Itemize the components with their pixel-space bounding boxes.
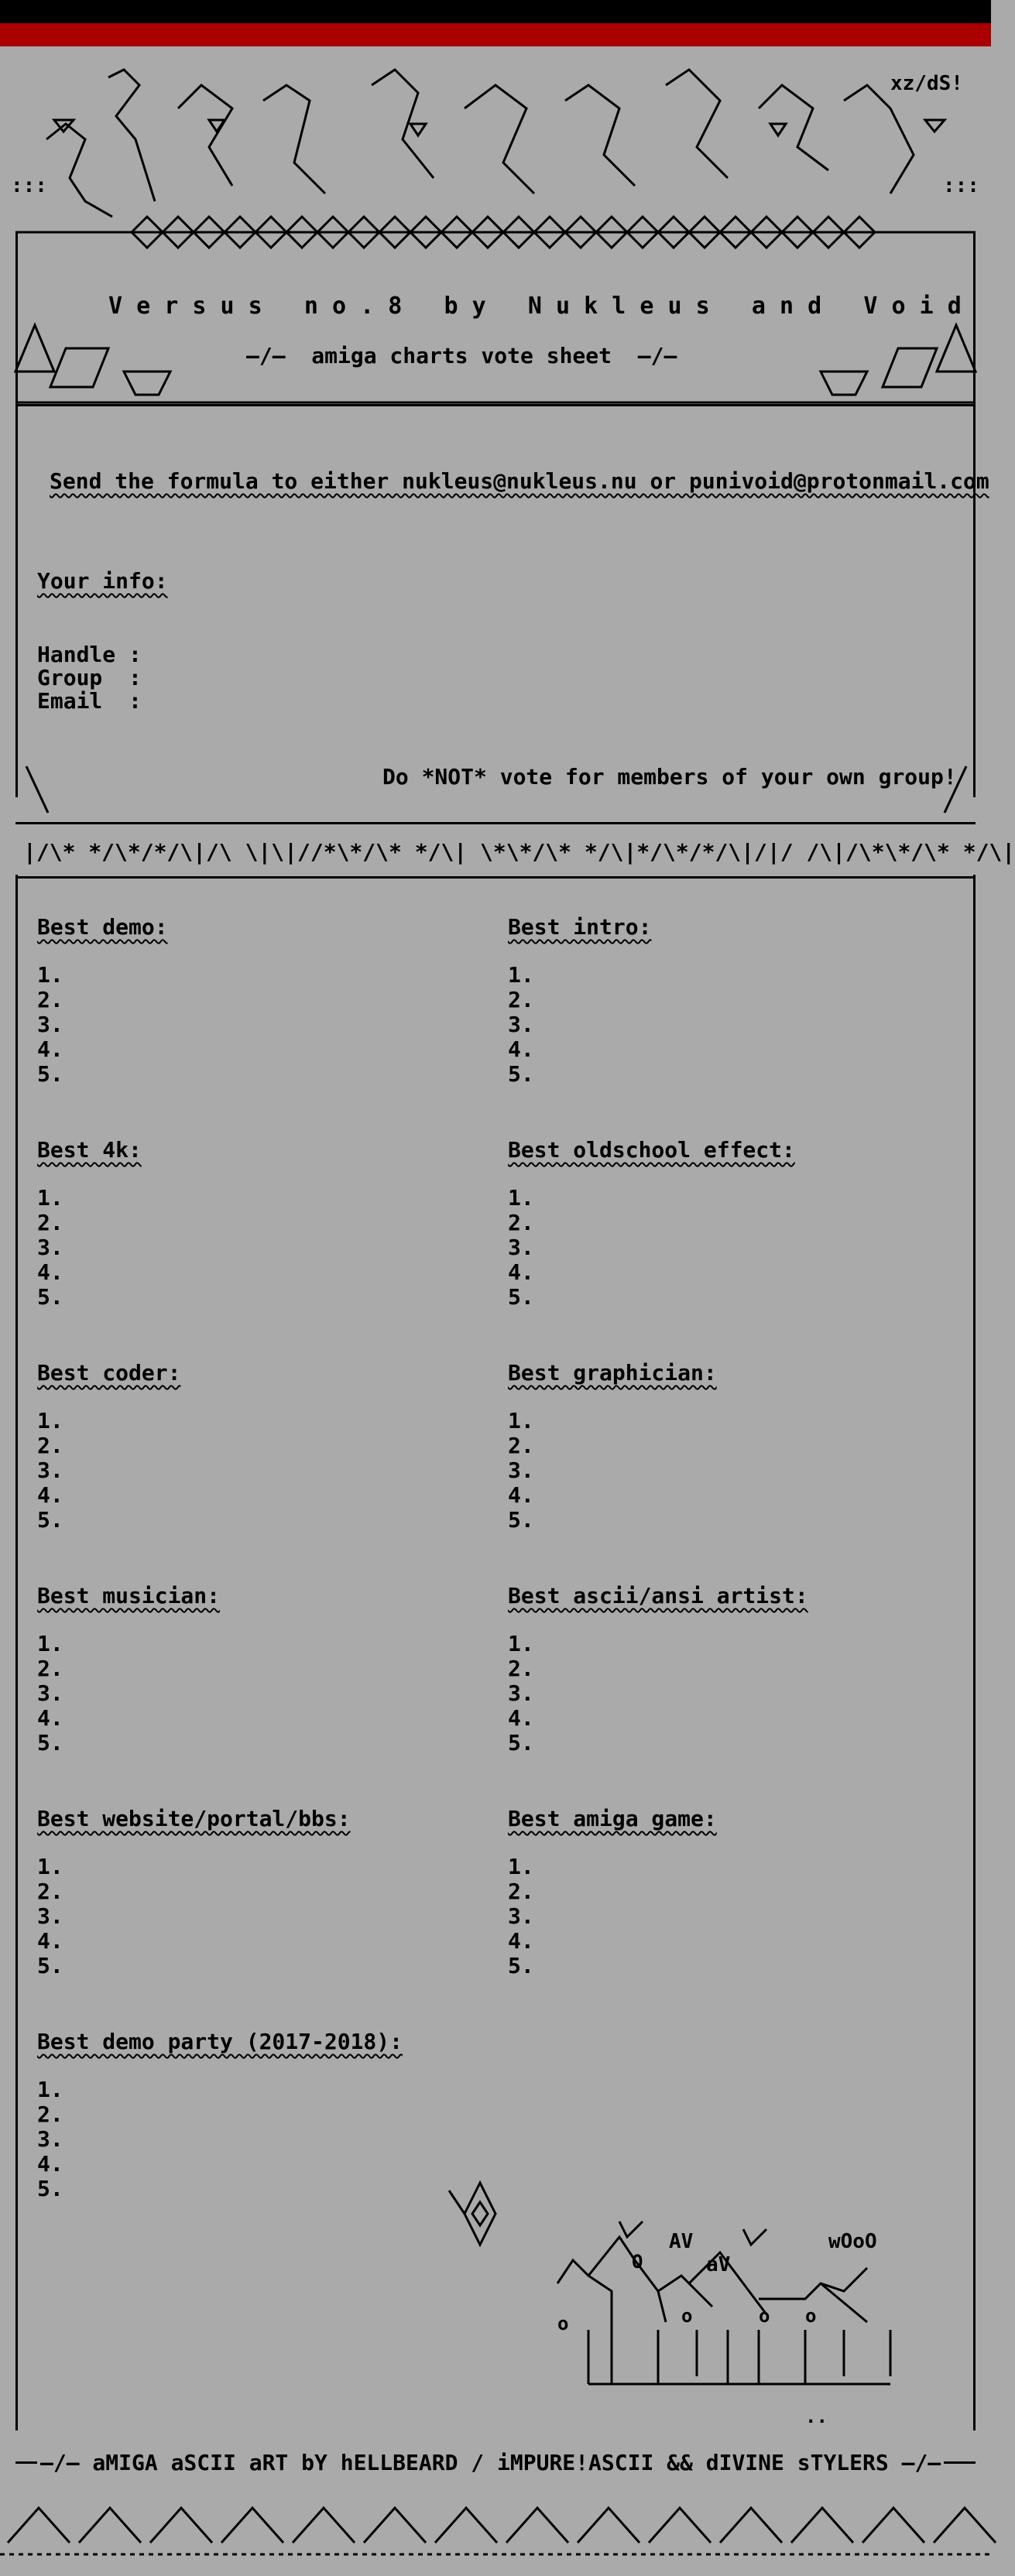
deer-tag-av: AV bbox=[669, 2230, 694, 2253]
vote-slot[interactable]: 3. bbox=[37, 2126, 63, 2152]
vote-slot[interactable]: 5. bbox=[508, 1284, 534, 1310]
vote-slot[interactable]: 2. bbox=[37, 987, 63, 1012]
category-title: Best graphician: bbox=[508, 1360, 717, 1386]
vote-slot[interactable]: 1. bbox=[508, 1408, 534, 1434]
vote-slot[interactable]: 5. bbox=[37, 1953, 63, 1978]
vote-slot[interactable]: 1. bbox=[508, 962, 534, 988]
footer-triangle bbox=[221, 2508, 283, 2543]
footer-triangle bbox=[720, 2508, 782, 2543]
svg-text::::: ::: bbox=[943, 174, 979, 197]
vote-slot[interactable]: 3. bbox=[508, 1903, 534, 1929]
category-title: Best musician: bbox=[37, 1583, 221, 1608]
vote-slot[interactable]: 3. bbox=[37, 1680, 63, 1706]
vote-slot[interactable]: 1. bbox=[508, 1631, 534, 1656]
category-title: Best oldschool effect: bbox=[508, 1137, 795, 1163]
vote-slot[interactable]: 3. bbox=[37, 1012, 63, 1037]
vote-slot[interactable]: 2. bbox=[37, 1210, 63, 1235]
vote-slot[interactable]: 4. bbox=[508, 1482, 534, 1508]
category-title: Best demo: bbox=[37, 914, 168, 940]
footer-triangle bbox=[506, 2508, 568, 2543]
header-separator bbox=[15, 404, 976, 406]
footer-triangle bbox=[791, 2508, 853, 2543]
category-title: Best website/portal/bbs: bbox=[37, 1806, 351, 1831]
svg-text:..: .. bbox=[805, 2406, 828, 2427]
vote-slot[interactable]: 4. bbox=[37, 2151, 63, 2177]
group-field[interactable]: Group : bbox=[37, 665, 142, 690]
vote-slot[interactable]: 2. bbox=[508, 1656, 534, 1681]
vote-slot[interactable]: 3. bbox=[508, 1458, 534, 1483]
deer-tag-av-lower: aV bbox=[706, 2253, 731, 2276]
issue-line: V e r s u s n o . 8 b y N u k l e u s a n d V o i d bbox=[108, 293, 962, 320]
vote-slot[interactable]: 1. bbox=[37, 1185, 63, 1211]
category-title: Best demo party (2017-2018): bbox=[37, 2029, 403, 2054]
vote-slot[interactable]: 5. bbox=[37, 1284, 63, 1310]
footer-triangle bbox=[293, 2508, 355, 2543]
vote-slot[interactable]: 2. bbox=[508, 1210, 534, 1235]
vote-slot[interactable]: 1. bbox=[37, 1854, 63, 1879]
category-title: Best amiga game: bbox=[508, 1806, 717, 1831]
footer-triangle bbox=[649, 2508, 711, 2543]
artist-tag: xz/dS! bbox=[890, 72, 963, 95]
svg-text:o: o bbox=[557, 2313, 569, 2334]
vote-slot[interactable]: 4. bbox=[508, 1036, 534, 1062]
vote-slot[interactable]: 4. bbox=[508, 1705, 534, 1731]
vote-slot[interactable]: 4. bbox=[37, 1705, 63, 1731]
footer-triangle bbox=[862, 2508, 924, 2543]
vote-slot[interactable]: 1. bbox=[37, 2077, 63, 2102]
warning-slashes bbox=[0, 759, 991, 813]
svg-text:o: o bbox=[759, 2305, 770, 2327]
deer-tag-wooo: wOoO bbox=[828, 2230, 877, 2253]
vote-slot[interactable]: 4. bbox=[37, 1259, 63, 1285]
vote-slot[interactable]: 4. bbox=[37, 1036, 63, 1062]
footer-triangle bbox=[150, 2508, 212, 2543]
your-info-heading: Your info: bbox=[37, 568, 168, 594]
vote-slot[interactable]: 1. bbox=[508, 1185, 534, 1211]
vote-slot[interactable]: 5. bbox=[508, 1061, 534, 1087]
vote-slot[interactable]: 5. bbox=[37, 1730, 63, 1756]
footer-triangle bbox=[364, 2508, 426, 2543]
send-instructions: Send the formula to either nukleus@nukleus.nu or punivoid@protonmail.com bbox=[50, 468, 989, 494]
own-group-warning: Do *NOT* vote for members of your own group! bbox=[382, 764, 957, 790]
top-red-bar bbox=[0, 23, 991, 46]
subtitle: —/— amiga charts vote sheet —/— bbox=[246, 343, 677, 368]
vote-slot[interactable]: 5. bbox=[37, 1507, 63, 1533]
vote-slot[interactable]: 3. bbox=[508, 1012, 534, 1037]
vote-slot[interactable]: 5. bbox=[508, 1730, 534, 1756]
vote-slot[interactable]: 3. bbox=[37, 1458, 63, 1483]
footer-triangle-border bbox=[0, 2496, 991, 2566]
vote-slot[interactable]: 3. bbox=[508, 1680, 534, 1706]
vote-slot[interactable]: 5. bbox=[508, 1953, 534, 1978]
vote-slot[interactable]: 5. bbox=[37, 1061, 63, 1087]
footer-triangle bbox=[435, 2508, 497, 2543]
vote-slot[interactable]: 1. bbox=[37, 1631, 63, 1656]
vote-slot[interactable]: 1. bbox=[37, 1408, 63, 1434]
svg-text:O: O bbox=[632, 2251, 643, 2273]
svg-text::::: ::: bbox=[11, 174, 47, 197]
versus-logo-art bbox=[0, 54, 991, 286]
footer-triangle bbox=[79, 2508, 141, 2543]
vote-slot[interactable]: 3. bbox=[37, 1903, 63, 1929]
handle-field[interactable]: Handle : bbox=[37, 642, 142, 667]
email-field[interactable]: Email : bbox=[37, 688, 142, 714]
vote-slot[interactable]: 2. bbox=[508, 1879, 534, 1904]
vote-slot[interactable]: 2. bbox=[508, 987, 534, 1012]
svg-text:o: o bbox=[681, 2305, 693, 2327]
vote-slot[interactable]: 2. bbox=[37, 2102, 63, 2127]
vote-slot[interactable]: 3. bbox=[37, 1235, 63, 1260]
divider-top-line bbox=[15, 822, 976, 824]
vote-slot[interactable]: 2. bbox=[37, 1656, 63, 1681]
vote-slot[interactable]: 4. bbox=[37, 1928, 63, 1954]
top-black-bar bbox=[0, 0, 991, 23]
category-title: Best coder: bbox=[37, 1360, 181, 1386]
footer-triangle bbox=[578, 2508, 640, 2543]
vote-slot[interactable]: 2. bbox=[508, 1433, 534, 1458]
vote-slot[interactable]: 5. bbox=[37, 2176, 63, 2201]
vote-slot[interactable]: 1. bbox=[508, 1854, 534, 1879]
category-title: Best ascii/ansi artist: bbox=[508, 1583, 808, 1608]
category-title: Best intro: bbox=[508, 914, 652, 940]
divider-pattern: |/\* */\*/*/\|/\ \|\|//*\*/\* */\| \*\*/\* */\|*/\*/*/\|/|/ /\|/\*\*/\* */\| bbox=[23, 839, 1015, 865]
footer-triangle bbox=[8, 2508, 70, 2543]
vote-slot[interactable]: 4. bbox=[508, 1259, 534, 1285]
vote-slot[interactable]: 3. bbox=[508, 1235, 534, 1260]
vote-slot[interactable]: 5. bbox=[508, 1507, 534, 1533]
vote-slot[interactable]: 2. bbox=[37, 1433, 63, 1458]
deer-ascii-art bbox=[0, 2175, 991, 2427]
footer-triangle bbox=[934, 2508, 996, 2543]
category-title: Best 4k: bbox=[37, 1137, 142, 1163]
divider-bottom-line bbox=[15, 876, 976, 879]
vote-slot[interactable]: 1. bbox=[37, 962, 63, 988]
footer-credit: —/— aMIGA aSCII aRT bY hELLBEARD / iMPURE!ASCII && dIVINE sTYLERS —/— bbox=[37, 2451, 944, 2475]
svg-text:o: o bbox=[805, 2305, 817, 2327]
vote-slot[interactable]: 4. bbox=[508, 1928, 534, 1954]
vote-slot[interactable]: 2. bbox=[37, 1879, 63, 1904]
vote-slot[interactable]: 4. bbox=[37, 1482, 63, 1508]
